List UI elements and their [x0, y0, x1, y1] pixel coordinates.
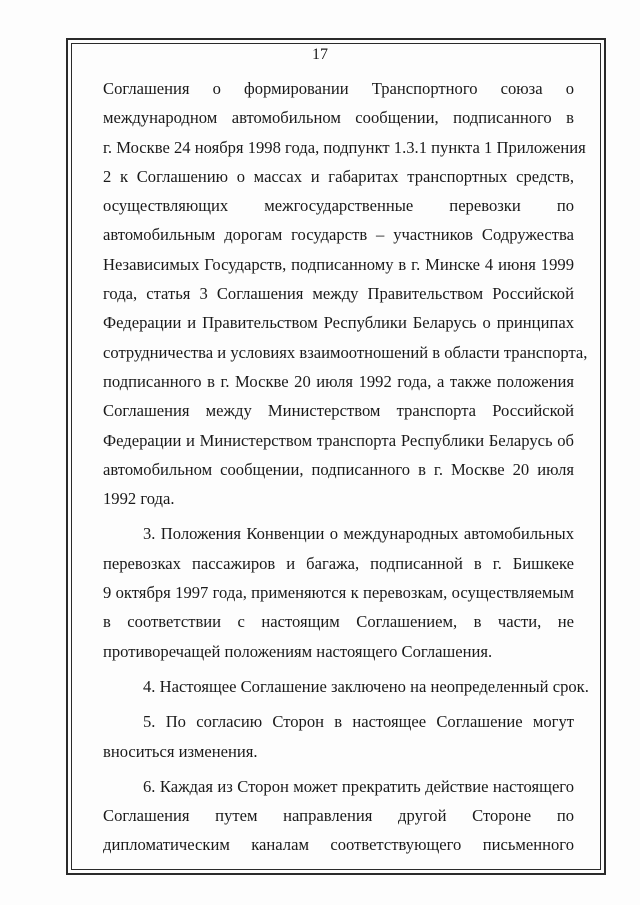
text-line: 4. Настоящее Соглашение заключено на неопределенный срок.	[143, 676, 589, 696]
text-line: 2 к Соглашению о массах и габаритах транспортных средств,	[103, 166, 574, 186]
text-line: подписанного в г. Москве 20 июля 1992 года, а также положения	[103, 371, 574, 391]
page-number: 17	[312, 46, 328, 63]
text-line: международном автомобильном сообщении, подписанного в	[103, 108, 574, 128]
text-line: 5. По согласию Сторон в настоящее Соглашение могут	[143, 712, 574, 732]
text-line: Соглашения между Министерством транспорта Российской	[103, 401, 574, 421]
text-line: дипломатическим каналам соответствующего письменного	[103, 835, 574, 855]
text-line: перевозках пассажиров и багажа, подписанной в г. Бишкеке	[103, 553, 574, 573]
text-line: Соглашения путем направления другой Стороне по	[103, 806, 574, 826]
paragraph-item-6	[103, 772, 574, 860]
paragraph-continuation	[103, 74, 588, 513]
text-line: в соответствии с настоящим Соглашением, в части, не	[103, 612, 574, 632]
text-line: сотрудничества и условиях взаимоотношений в области транспорта,	[103, 342, 588, 362]
text-line: Федерации и Министерством транспорта Республики Беларусь об	[103, 430, 574, 450]
paragraph-item-5	[103, 707, 574, 766]
document-body	[103, 74, 589, 860]
text-line: г. Москве 24 ноября 1998 года, подпункт 1.3.1 пункта 1 Приложения	[103, 137, 586, 157]
text-line: Соглашения о формировании Транспортного союза о	[103, 79, 574, 98]
text-line: вноситься изменения.	[103, 741, 258, 761]
paragraph-item-3	[103, 519, 574, 665]
text-line: 9 октября 1997 года, применяются к перевозкам, осуществляемым	[103, 583, 574, 603]
text-line: 1992 года.	[103, 489, 175, 509]
text-line: 6. Каждая из Сторон может прекратить действие настоящего	[143, 776, 574, 796]
text-line: 3. Положения Конвенции о международных автомобильных	[143, 524, 574, 544]
text-line: Независимых Государств, подписанному в г. Минске 4 июня 1999	[103, 254, 574, 274]
text-line: автомобильным дорогам государств – участников Содружества	[103, 225, 574, 245]
text-line: автомобильном сообщении, подписанного в г. Москве 20 июля	[103, 459, 574, 479]
paragraph-item-4	[103, 672, 589, 701]
text-line: Федерации и Правительством Республики Беларусь о принципах	[103, 313, 574, 333]
text-line: года, статья 3 Соглашения между Правительством Российской	[103, 284, 574, 304]
text-line: осуществляющих межгосударственные перевозки по	[103, 196, 574, 216]
text-line: противоречащей положениям настоящего Соглашения.	[103, 641, 493, 661]
